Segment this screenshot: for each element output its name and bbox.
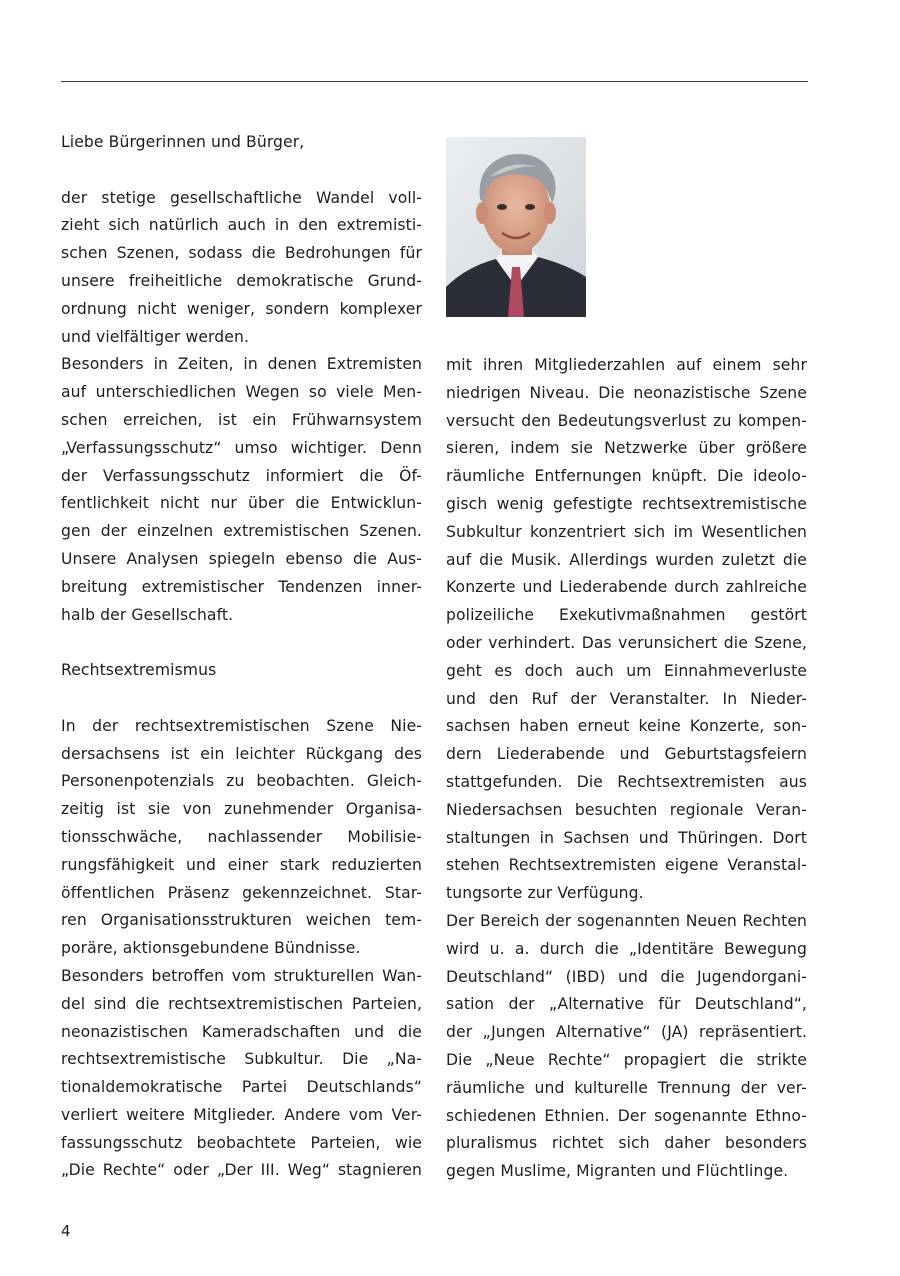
- text-line: Besonders in Zeiten, in denen Extremisten: [61, 355, 422, 374]
- text-line: der Verfassungsschutz informiert die Öf-: [61, 466, 422, 485]
- text-line: Personenpotenzials zu beobachten. Gleich-: [61, 772, 422, 791]
- text-line: zieht sich natürlich auch in den extremisti-: [61, 216, 422, 235]
- text-line: räumliche und kulturelle Trennung der ver-: [446, 1078, 807, 1097]
- text-line: wird u. a. durch die „Identitäre Bewegung: [446, 939, 807, 958]
- paragraph-gap: [61, 629, 422, 657]
- text-line: öffentlichen Präsenz gekennzeichnet. Star-: [61, 883, 422, 902]
- text-line: schen erreichen, ist ein Frühwarnsystem: [61, 410, 422, 429]
- text-line: sachsen haben erneut keine Konzerte, son-: [446, 717, 807, 736]
- paragraph-gap: [61, 157, 422, 185]
- text-line: Niedersachsen besuchten regionale Veran-: [446, 800, 807, 819]
- text-line: räumliche Entfernungen knüpft. Die ideolo-: [446, 467, 807, 486]
- text-line: Deutschland“ (IBD) und die Jugendorgani-: [446, 967, 807, 986]
- text-line: oder verhindert. Das verunsichert die Szene,: [446, 633, 807, 652]
- text-line: breitung extremistischer Tendenzen inner-: [61, 577, 422, 596]
- text-line: polizeiliche Exekutivmaßnahmen gestört: [446, 606, 807, 625]
- paragraph-gap: [61, 685, 422, 713]
- text-line: Unsere Analysen spiegeln ebenso die Aus-: [61, 549, 422, 568]
- text-line: halb der Gesellschaft.: [61, 605, 234, 624]
- text-line: del sind die rechtsextremistischen Parteien,: [61, 994, 422, 1013]
- text-line: Der Bereich der sogenannten Neuen Rechten: [446, 911, 807, 930]
- text-line: In der rechtsextremistischen Szene Nie-: [61, 716, 422, 735]
- text-line: fassungsschutz beobachtete Parteien, wie: [61, 1133, 422, 1152]
- text-line: geht es doch auch um Einnahmeverluste: [446, 661, 807, 680]
- text-line: gegen Muslime, Migranten und Flüchtlinge.: [446, 1162, 789, 1181]
- text-line: gen der einzelnen extremistischen Szenen.: [61, 522, 422, 541]
- text-line: auf die Musik. Allerdings wurden zuletzt die: [446, 550, 807, 569]
- text-line: auf unterschiedlichen Wegen so viele Men-: [61, 383, 422, 402]
- section-heading: Rechtsextremismus: [61, 661, 217, 680]
- text-line: rungsfähigkeit und einer stark reduzierten: [61, 855, 422, 874]
- text-line: Subkultur konzentriert sich im Wesentlichen: [446, 522, 807, 541]
- text-line: Die „Neue Rechte“ propagiert die strikte: [446, 1050, 807, 1069]
- text-line: und vielfältiger werden.: [61, 327, 250, 346]
- text-line: gisch wenig gefestigte rechtsextremistische: [446, 494, 807, 513]
- text-line: neonazistischen Kameradschaften und die: [61, 1022, 422, 1041]
- text-line: tungsorte zur Verfügung.: [446, 884, 644, 903]
- text-line: der stetige gesellschaftliche Wandel voll-: [61, 188, 422, 207]
- text-line: „Verfassungsschutz“ umso wichtiger. Denn: [61, 438, 422, 457]
- text-line: und den Ruf der Veranstalter. In Nieder-: [446, 689, 807, 708]
- right-text-column: [446, 352, 807, 1186]
- text-line: stehen Rechtsextremisten eigene Veranstal-: [446, 856, 807, 875]
- text-line: rechtsextremistische Subkultur. Die „Na-: [61, 1050, 422, 1069]
- text-line: stattgefunden. Die Rechtsextremisten aus: [446, 772, 807, 791]
- text-line: dersachsens ist ein leichter Rückgang des: [61, 744, 422, 763]
- text-line: schen Szenen, sodass die Bedrohungen für: [61, 244, 422, 263]
- text-line: tionaldemokratische Partei Deutschlands“: [61, 1078, 422, 1097]
- text-line: Besonders betroffen vom strukturellen Wan-: [61, 966, 422, 985]
- text-line: ren Organisationsstrukturen weichen tem-: [61, 911, 422, 930]
- page-number: 4: [61, 1222, 71, 1240]
- text-line: unsere freiheitliche demokratische Grund-: [61, 271, 422, 290]
- portrait-photo: [446, 137, 586, 317]
- greeting: Liebe Bürgerinnen und Bürger,: [61, 133, 305, 151]
- text-line: niedrigen Niveau. Die neonazistische Szene: [446, 383, 807, 402]
- text-line: Konzerte und Liederabende durch zahlreiche: [446, 578, 807, 597]
- text-line: staltungen in Sachsen und Thüringen. Dort: [446, 828, 807, 847]
- text-line: verliert weitere Mitglieder. Andere vom Ver-: [61, 1105, 422, 1124]
- text-line: der „Jungen Alternative“ (JA) repräsentiert.: [446, 1023, 807, 1042]
- left-text-column: [61, 129, 422, 1185]
- text-line: versucht den Bedeutungsverlust zu kompen-: [446, 411, 807, 430]
- text-line: mit ihren Mitgliederzahlen auf einem sehr: [446, 356, 807, 374]
- text-line: „Die Rechte“ oder „Der III. Weg“ stagnieren: [61, 1161, 422, 1180]
- header-rule: [61, 81, 808, 82]
- text-line: sieren, indem sie Netzwerke über größere: [446, 439, 807, 458]
- text-line: sation der „Alternative für Deutschland“,: [446, 995, 807, 1014]
- text-line: schiedenen Ethnien. Der sogenannte Ethno-: [446, 1106, 807, 1125]
- text-line: poräre, aktionsgebundene Bündnisse.: [61, 939, 361, 958]
- text-line: dern Liederabende und Geburtstagsfeiern: [446, 745, 807, 764]
- text-line: ordnung nicht weniger, sondern komplexer: [61, 299, 422, 318]
- text-line: fentlichkeit nicht nur über die Entwicklun-: [61, 494, 422, 513]
- text-line: pluralismus richtet sich daher besonders: [446, 1134, 807, 1153]
- text-line: zeitig ist sie von zunehmender Organisa-: [61, 800, 422, 819]
- text-line: tionsschwäche, nachlassender Mobilisie-: [61, 827, 422, 846]
